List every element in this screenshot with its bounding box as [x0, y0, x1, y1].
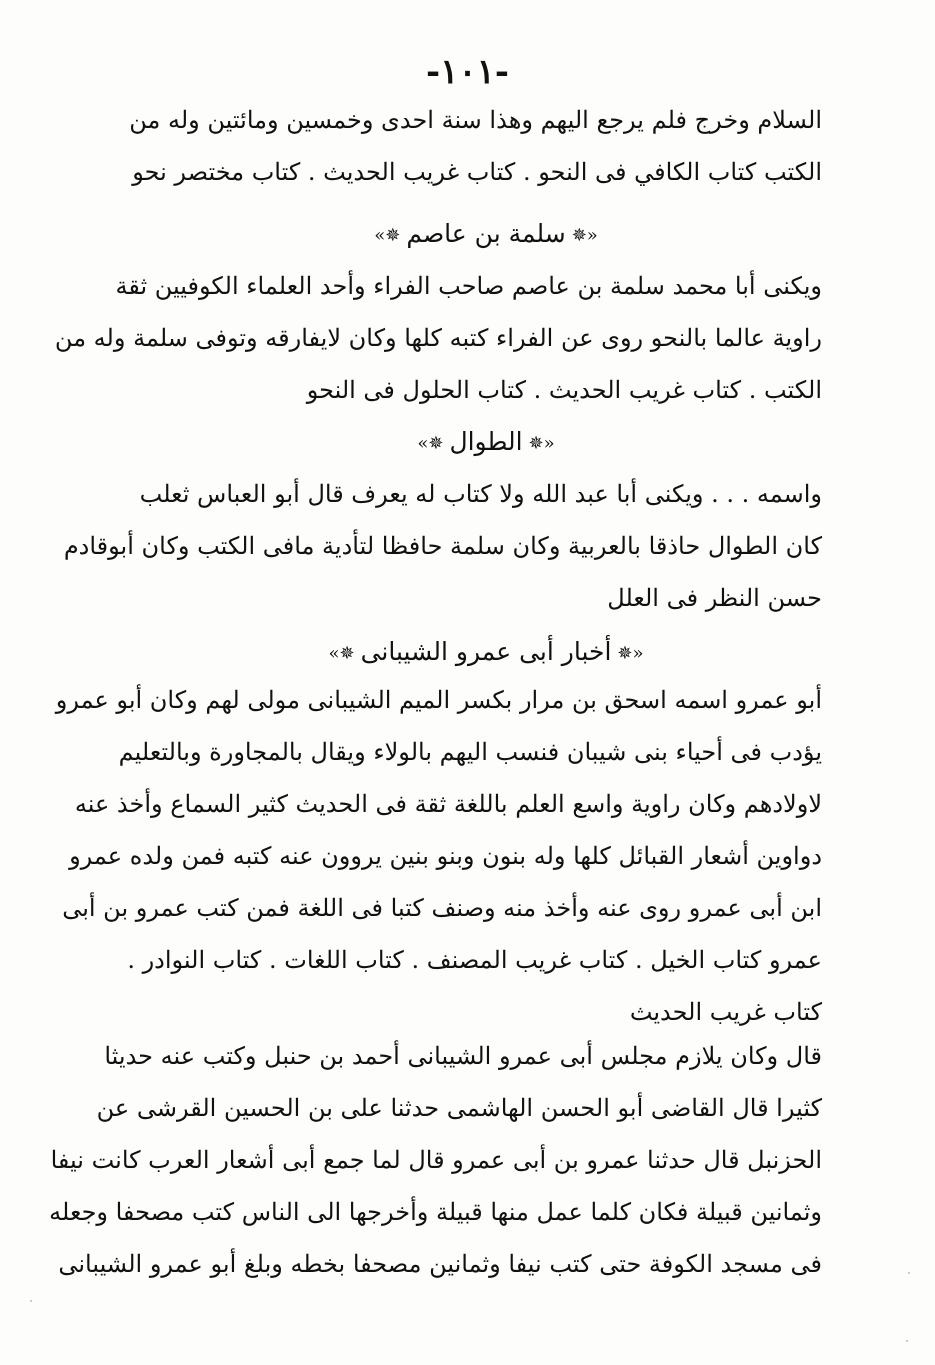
ornament-icon: «✵ [528, 432, 555, 454]
text-line: الحزنبل قال حدثنا عمرو بن أبى عمرو قال لما جمع أبى أشعار العرب كانت نيفا [50, 1146, 822, 1174]
section-heading-abu-amr [150, 626, 822, 678]
section-heading [150, 626, 822, 678]
heading-text: الطوال [449, 427, 523, 456]
scan-speck [30, 1300, 32, 1302]
paragraph-salama [54, 260, 822, 416]
text-line: كان الطوال حاذقا بالعربية وكان سلمة حافظا لتأدية مافى الكتب وكان أبوقادم [63, 532, 822, 560]
text-line: الكتب . كتاب غريب الحديث . كتاب الحلول فى النحو [306, 376, 822, 404]
text-line: الكتب كتاب الكافي فى النحو . كتاب غريب الحديث . كتاب مختصر نحو [132, 158, 822, 186]
ornament-icon: «✵ [571, 224, 598, 246]
ornament-icon: «✵ [617, 642, 644, 664]
text-line: حسن النظر فى العلل [607, 584, 822, 612]
page-number: -١٠١- [425, 52, 510, 92]
paragraph-abu-amr [55, 674, 822, 1038]
section-heading [150, 416, 822, 468]
ornament-icon: ✵» [374, 224, 401, 246]
paragraph-tuwal [63, 468, 822, 624]
text-line: كثيرا قال القاضى أبو الحسن الهاشمى حدثنا على بن الحسين القرشى عن [96, 1094, 822, 1122]
text-line: قال وكان يلازم مجلس أبى عمرو الشيبانى أحمد بن حنبل وكتب عنه حديثا [104, 1042, 822, 1070]
text-line: راوية عالما بالنحو روى عن الفراء كتبه كلها وكان لايفارقه وتوفى سلمة وله من [54, 324, 822, 352]
text-line: واسمه . . . ويكنى أبا عبد الله ولا كتاب له يعرف قال أبو العباس ثعلب [139, 480, 822, 508]
section-heading-salama [150, 208, 822, 260]
text-line: ابن أبى عمرو روى عنه وأخذ منه وصنف كتبا فى اللغة فمن كتب عمرو بن أبى [62, 894, 822, 922]
text-line: دواوين أشعار القبائل كلها وله بنون وبنو بنين يروون عنه كتبه فمن ولده عمرو [69, 842, 822, 870]
paragraph-continuation [129, 94, 822, 198]
scan-speck [908, 1272, 910, 1274]
text-line: عمرو كتاب الخيل . كتاب غريب المصنف . كتاب اللغات . كتاب النوادر . [127, 946, 822, 974]
text-line: لاولادهم وكان راوية واسع العلم باللغة ثقة فى الحديث كثير السماع وأخذ عنه [74, 790, 822, 818]
heading-text: سلمة بن عاصم [406, 219, 566, 248]
section-heading [150, 208, 822, 260]
heading-text: أخبار أبى عمرو الشيبانى [360, 637, 612, 666]
text-line: فى مسجد الكوفة حتى كتب نيفا وثمانين مصحفا بخطه وبلغ أبو عمرو الشيبانى [58, 1250, 822, 1278]
section-heading-tuwal [150, 416, 822, 468]
text-line: يؤدب فى أحياء بنى شيبان فنسب اليهم بالولاء ويقال بالمجاورة وبالتعليم [118, 738, 822, 766]
paragraph-ahmad-ibn-hanbal [49, 1030, 822, 1290]
ornament-icon: ✵» [328, 642, 355, 664]
text-line: أبو عمرو اسمه اسحق بن مرار بكسر الميم الشيبانى مولى لهم وكان أبو عمرو [55, 686, 822, 714]
text-line: ويكنى أبا محمد سلمة بن عاصم صاحب الفراء وأحد العلماء الكوفيين ثقة [115, 272, 822, 300]
ornament-icon: ✵» [417, 432, 444, 454]
text-line: وثمانين قبيلة فكان كلما عمل منها قبيلة وأخرجها الى الناس كتب مصحفا وجعله [49, 1198, 822, 1226]
text-line: السلام وخرج فلم يرجع اليهم وهذا سنة احدى وخمسين ومائتين وله من [129, 106, 822, 134]
text-line: كتاب غريب الحديث [629, 998, 822, 1026]
scan-speck [906, 1340, 908, 1342]
